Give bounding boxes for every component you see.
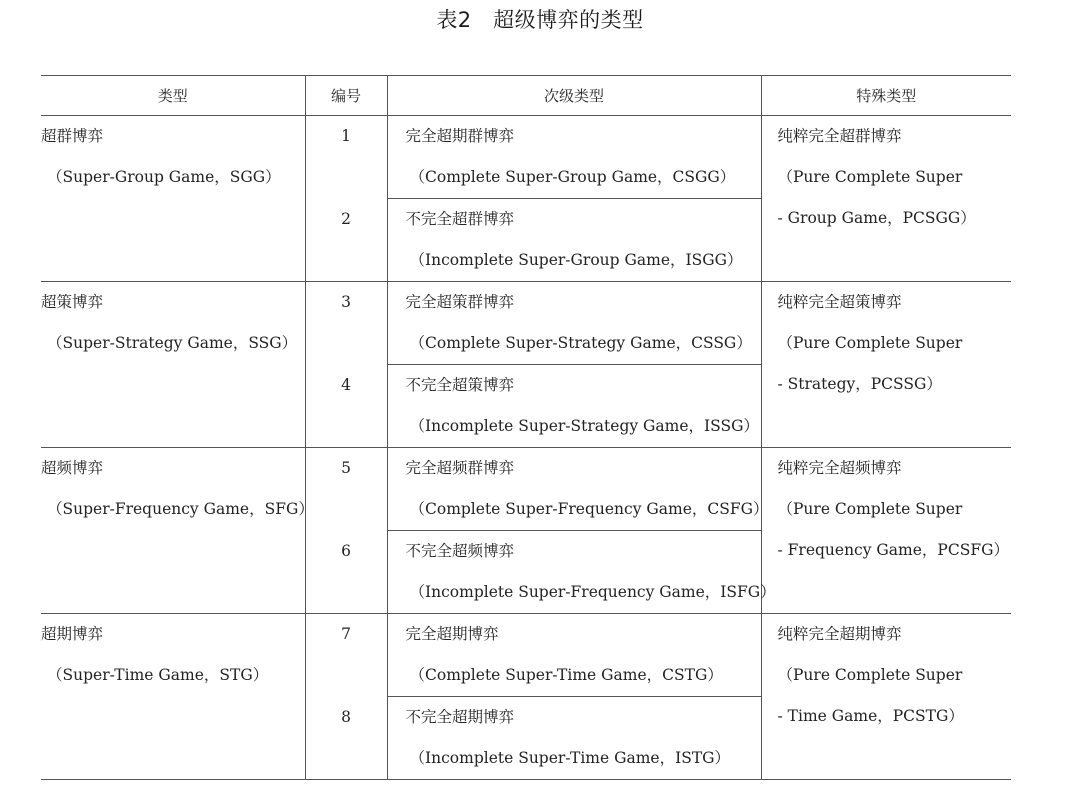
special-en-line2: - Frequency Game，PCSFG） bbox=[777, 541, 1009, 559]
subtype-zh: 不完全超策博弈 bbox=[405, 376, 515, 394]
subtype-en: （Complete Super-Time Game，CSTG） bbox=[409, 666, 723, 684]
number-cell: 3 bbox=[305, 282, 387, 365]
subtype-en: （Complete Super-Group Game，CSGG） bbox=[409, 168, 736, 186]
header-type: 类型 bbox=[41, 76, 305, 116]
type-en: （Super-Group Game，SGG） bbox=[47, 168, 281, 186]
special-en-line1: （Pure Complete Super bbox=[777, 168, 963, 186]
table-row bbox=[41, 282, 1011, 365]
special-zh: 纯粹完全超频博弈 bbox=[777, 459, 902, 477]
subtype-zh: 完全超期博弈 bbox=[405, 625, 499, 643]
header-number: 编号 bbox=[305, 76, 387, 116]
number-cell: 8 bbox=[305, 697, 387, 780]
header-subtype: 次级类型 bbox=[387, 76, 761, 116]
subtype-zh: 完全超期群博弈 bbox=[405, 127, 515, 145]
special-type-cell bbox=[761, 448, 1011, 614]
subtype-zh: 完全超策群博弈 bbox=[405, 293, 515, 311]
type-cell bbox=[41, 614, 305, 780]
special-zh: 纯粹完全超策博弈 bbox=[777, 293, 902, 311]
type-zh: 超群博弈 bbox=[41, 127, 104, 145]
subtype-zh: 不完全超期博弈 bbox=[405, 708, 515, 726]
game-types-table bbox=[41, 75, 1011, 780]
special-en-line1: （Pure Complete Super bbox=[777, 666, 963, 684]
table-row bbox=[41, 448, 1011, 531]
subtype-en: （Incomplete Super-Strategy Game，ISSG） bbox=[409, 417, 760, 435]
special-zh: 纯粹完全超期博弈 bbox=[777, 625, 902, 643]
number-cell: 5 bbox=[305, 448, 387, 531]
number-cell: 7 bbox=[305, 614, 387, 697]
subtype-en: （Incomplete Super-Group Game，ISGG） bbox=[409, 251, 743, 269]
subtype-cell bbox=[387, 199, 761, 282]
number-cell: 1 bbox=[305, 116, 387, 199]
header-special-type: 特殊类型 bbox=[761, 76, 1011, 116]
subtype-cell bbox=[387, 531, 776, 614]
subtype-cell bbox=[387, 116, 761, 199]
type-cell bbox=[41, 116, 305, 282]
subtype-en: （Complete Super-Frequency Game，CSFG） bbox=[409, 500, 769, 518]
subtype-zh: 不完全超频博弈 bbox=[405, 542, 515, 560]
number-cell: 6 bbox=[305, 531, 387, 614]
type-en: （Super-Strategy Game，SSG） bbox=[47, 334, 298, 352]
special-type-cell bbox=[761, 116, 1011, 282]
subtype-cell bbox=[387, 614, 761, 697]
special-en-line1: （Pure Complete Super bbox=[777, 334, 963, 352]
special-type-cell bbox=[761, 614, 1011, 780]
type-zh: 超策博弈 bbox=[41, 293, 104, 311]
subtype-en: （Complete Super-Strategy Game，CSSG） bbox=[409, 334, 752, 352]
special-en-line2: - Strategy，PCSSG） bbox=[777, 375, 942, 393]
type-cell bbox=[41, 282, 305, 448]
type-en: （Super-Frequency Game，SFG） bbox=[47, 500, 314, 518]
subtype-cell bbox=[387, 448, 769, 531]
subtype-cell bbox=[387, 365, 761, 448]
table-caption: 表2 超级博弈的类型 bbox=[436, 8, 644, 32]
type-en: （Super-Time Game，STG） bbox=[47, 666, 269, 684]
table-row bbox=[41, 614, 1011, 697]
subtype-cell bbox=[387, 282, 761, 365]
number-cell: 2 bbox=[305, 199, 387, 282]
subtype-zh: 完全超频群博弈 bbox=[405, 459, 515, 477]
type-zh: 超频博弈 bbox=[41, 459, 104, 477]
type-cell bbox=[41, 448, 314, 614]
subtype-cell bbox=[387, 697, 761, 780]
special-en-line2: - Time Game，PCSTG） bbox=[777, 707, 964, 725]
special-zh: 纯粹完全超群博弈 bbox=[777, 127, 902, 145]
special-en-line1: （Pure Complete Super bbox=[777, 500, 963, 518]
subtype-en: （Incomplete Super-Frequency Game，ISFG） bbox=[409, 583, 776, 601]
subtype-zh: 不完全超群博弈 bbox=[405, 210, 515, 228]
number-cell: 4 bbox=[305, 365, 387, 448]
special-en-line2: - Group Game，PCSGG） bbox=[777, 209, 976, 227]
subtype-en: （Incomplete Super-Time Game，ISTG） bbox=[409, 749, 731, 767]
type-zh: 超期博弈 bbox=[41, 625, 104, 643]
header-row bbox=[41, 76, 1011, 116]
special-type-cell bbox=[761, 282, 1011, 448]
table-row bbox=[41, 116, 1011, 199]
